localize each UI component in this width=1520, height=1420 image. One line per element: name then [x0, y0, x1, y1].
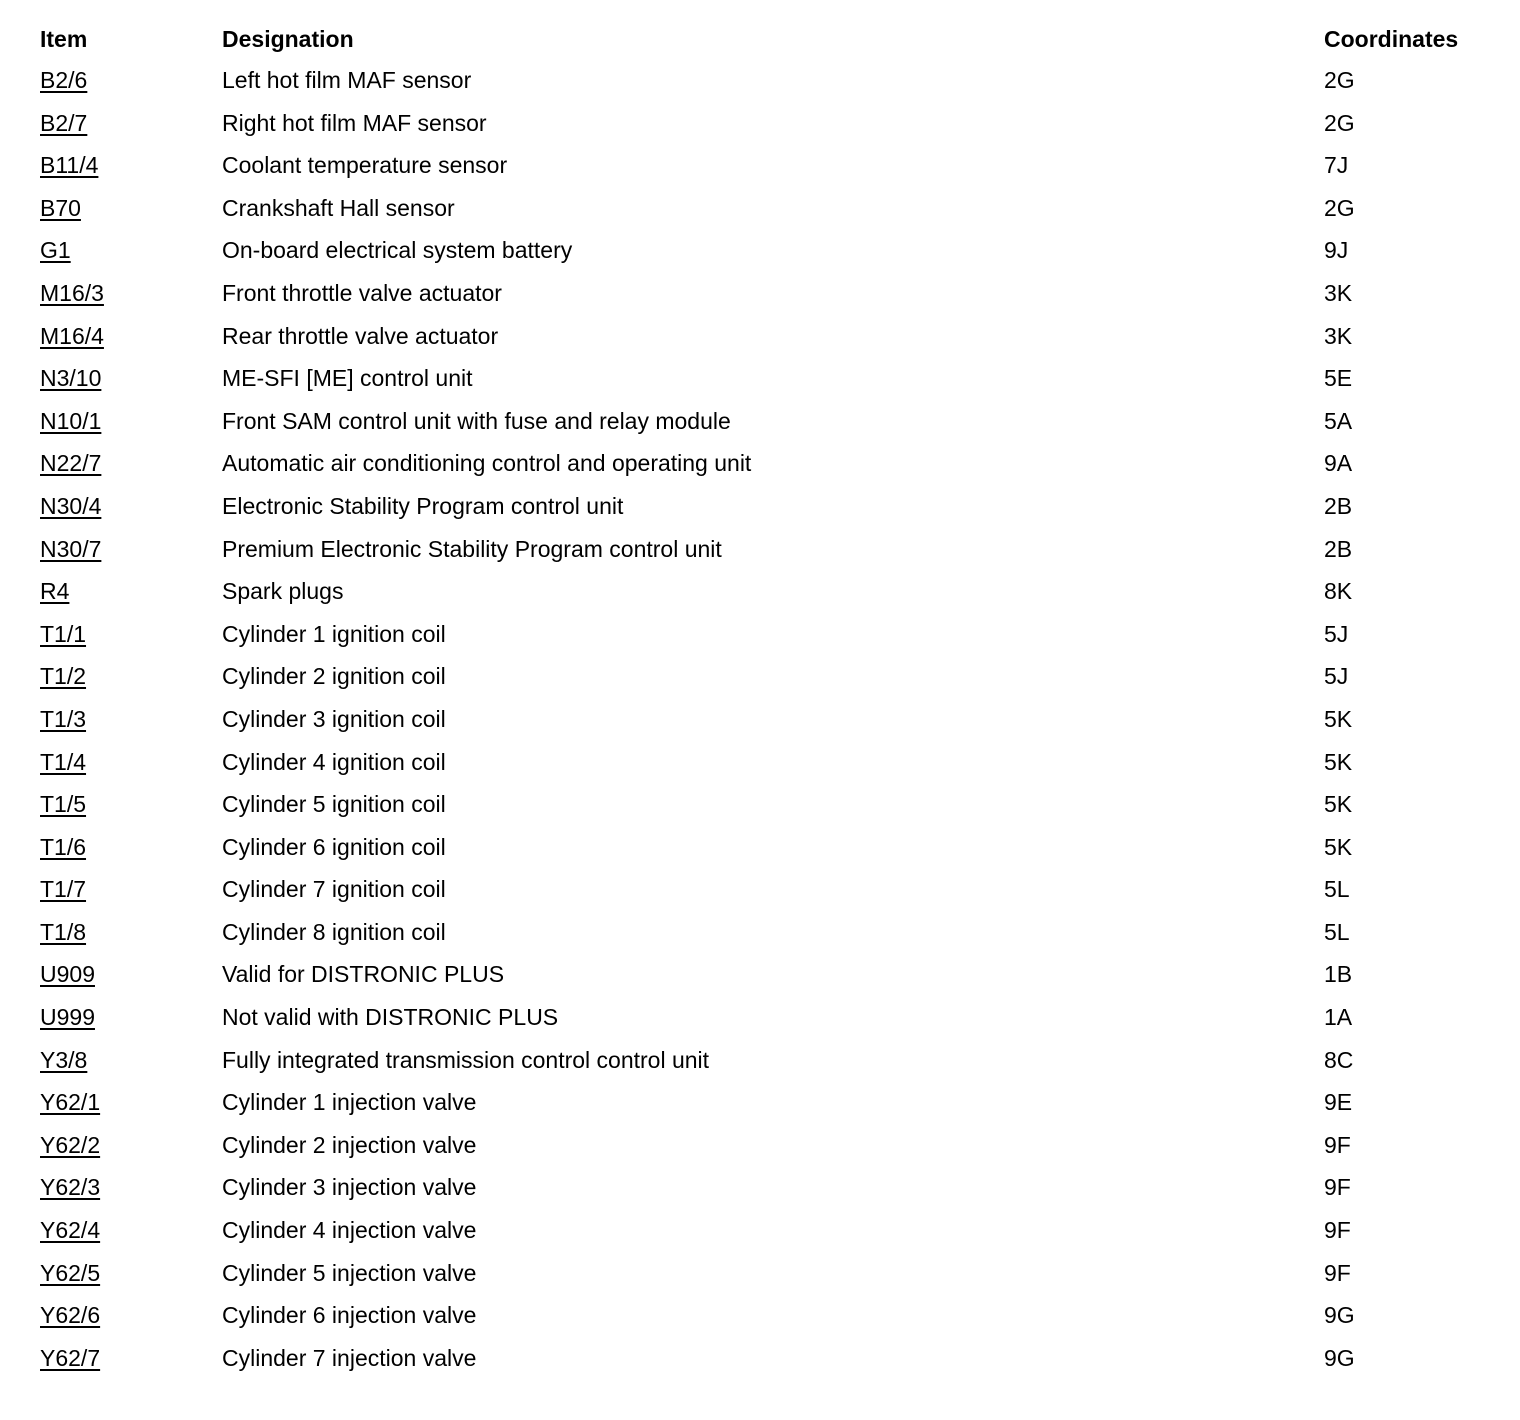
coordinates-cell: 9A [1324, 450, 1353, 477]
designation-cell: Cylinder 4 injection valve [222, 1217, 477, 1244]
designation-cell: Left hot film MAF sensor [222, 67, 472, 93]
table-row [0, 407, 1520, 453]
item-link[interactable]: T1/5 [40, 791, 87, 818]
coordinates-cell: 9G [1324, 1344, 1355, 1371]
coordinates-cell: 2G [1324, 67, 1355, 93]
coordinates-cell: 5J [1324, 620, 1349, 647]
item-link[interactable]: T1/1 [40, 620, 87, 647]
designation-cell: Front throttle valve actuator [222, 279, 502, 306]
designation-cell: Crankshaft Hall sensor [222, 194, 455, 221]
designation-cell: Cylinder 3 ignition coil [222, 705, 446, 732]
coordinates-cell: 5L [1324, 918, 1350, 945]
item-link[interactable]: Y62/6 [40, 1302, 101, 1329]
coordinates-cell: 5K [1324, 791, 1353, 818]
table-row [0, 1259, 1520, 1305]
designation-cell: Electronic Stability Program control unit [222, 492, 624, 519]
table-row [0, 1304, 1520, 1347]
table-row [0, 452, 1520, 495]
item-link[interactable]: B11/4 [40, 152, 99, 179]
item-link[interactable]: T1/2 [40, 663, 87, 690]
table-row [0, 1131, 1520, 1177]
table-row [0, 154, 1520, 197]
table-row [0, 963, 1520, 1006]
coordinates-cell: 5K [1324, 748, 1353, 775]
item-link[interactable]: M16/3 [40, 279, 104, 306]
designation-cell: Spark plugs [222, 578, 344, 605]
designation-cell: Cylinder 7 ignition coil [222, 876, 446, 903]
designation-cell: Valid for DISTRONIC PLUS [222, 961, 505, 988]
item-link[interactable]: Y62/4 [40, 1217, 101, 1244]
coordinates-cell: 9E [1324, 1089, 1353, 1116]
table-row [0, 69, 1520, 112]
coordinates-cell: 8C [1324, 1046, 1354, 1073]
item-link[interactable]: Y62/7 [40, 1344, 101, 1371]
table-row [0, 1091, 1520, 1134]
item-link[interactable]: Y62/2 [40, 1131, 101, 1158]
table-row [0, 665, 1520, 708]
designation-cell: Cylinder 6 ignition coil [222, 833, 446, 860]
item-link[interactable]: Y62/5 [40, 1259, 101, 1286]
table-row [0, 1219, 1520, 1262]
designation-cell: Premium Electronic Stability Program control unit [222, 535, 722, 562]
designation-cell: Cylinder 5 injection valve [222, 1259, 477, 1286]
coordinates-cell: 5J [1324, 663, 1349, 690]
item-link[interactable]: T1/8 [40, 918, 87, 945]
table-row [0, 1046, 1520, 1092]
item-link[interactable]: Y62/1 [40, 1089, 101, 1116]
designation-cell: ME-SFI [ME] control unit [222, 365, 473, 392]
table-row [0, 322, 1520, 368]
coordinates-cell: 5K [1324, 833, 1353, 860]
coordinates-cell: 3K [1324, 279, 1353, 306]
coordinates-cell: 5L [1324, 876, 1350, 903]
table-row [0, 239, 1520, 282]
coordinates-cell: 2G [1324, 194, 1355, 221]
table-row [0, 1344, 1520, 1390]
coordinates-cell: 9F [1324, 1217, 1351, 1244]
item-link[interactable]: T1/4 [40, 748, 87, 775]
coordinates-cell: 5E [1324, 365, 1353, 392]
item-link[interactable]: N3/10 [40, 365, 102, 392]
designation-cell: Cylinder 4 ignition coil [222, 748, 446, 775]
coordinates-cell: 7J [1324, 152, 1349, 179]
header-coordinates: Coordinates [1324, 26, 1459, 52]
table-row [0, 492, 1520, 538]
item-link[interactable]: M16/4 [40, 322, 104, 349]
designation-cell: Cylinder 3 injection valve [222, 1174, 477, 1201]
item-link[interactable]: B2/6 [40, 67, 88, 93]
item-link[interactable]: U909 [40, 961, 95, 988]
designation-cell: Cylinder 1 ignition coil [222, 620, 446, 647]
header-designation: Designation [222, 26, 354, 52]
designation-cell: Cylinder 2 injection valve [222, 1131, 477, 1158]
table-body [0, 69, 1520, 1389]
item-link[interactable]: T1/7 [40, 876, 87, 903]
table-row [0, 367, 1520, 410]
coordinates-cell: 1B [1324, 961, 1353, 988]
designation-cell: Cylinder 1 injection valve [222, 1089, 477, 1116]
table-row [0, 793, 1520, 836]
item-link[interactable]: Y3/8 [40, 1046, 88, 1073]
item-link[interactable]: N22/7 [40, 450, 102, 477]
item-link[interactable]: N10/1 [40, 407, 102, 434]
item-link[interactable]: T1/3 [40, 705, 87, 732]
designation-cell: Not valid with DISTRONIC PLUS [222, 1004, 559, 1031]
item-link[interactable]: Y62/3 [40, 1174, 101, 1201]
coordinates-cell: 8K [1324, 578, 1353, 605]
coordinates-cell: 9F [1324, 1259, 1351, 1286]
table-row [0, 109, 1520, 155]
coordinates-cell: 5K [1324, 705, 1353, 732]
designation-cell: Rear throttle valve actuator [222, 322, 499, 349]
coordinates-cell: 9J [1324, 237, 1349, 264]
item-link[interactable]: R4 [40, 578, 70, 605]
designation-cell: Coolant temperature sensor [222, 152, 508, 179]
designation-cell: Cylinder 8 ignition coil [222, 918, 446, 945]
table-row [0, 1176, 1520, 1219]
item-link[interactable]: G1 [40, 237, 71, 264]
coordinates-cell: 9F [1324, 1174, 1351, 1201]
coordinates-cell: 9G [1324, 1302, 1355, 1329]
designation-cell: Automatic air conditioning control and operating unit [222, 450, 752, 477]
table-row [0, 620, 1520, 666]
item-link[interactable]: N30/7 [40, 535, 102, 562]
table-row [0, 580, 1520, 623]
coordinates-cell: 2G [1324, 109, 1355, 136]
designation-cell: Cylinder 5 ignition coil [222, 791, 446, 818]
table-row [0, 279, 1520, 325]
table-row [0, 535, 1520, 581]
coordinates-cell: 1A [1324, 1004, 1353, 1031]
item-link[interactable]: B2/7 [40, 109, 88, 136]
coordinates-cell: 9F [1324, 1131, 1351, 1158]
table-row [0, 918, 1520, 964]
table-header-row [0, 0, 1520, 52]
item-link[interactable]: N30/4 [40, 492, 102, 519]
designation-cell: On-board electrical system battery [222, 237, 573, 264]
item-link[interactable]: T1/6 [40, 833, 87, 860]
designation-cell: Right hot film MAF sensor [222, 109, 487, 136]
designation-cell: Front SAM control unit with fuse and relay module [222, 407, 731, 434]
table-row [0, 833, 1520, 879]
table-row [0, 878, 1520, 921]
coordinates-cell: 3K [1324, 322, 1353, 349]
table-row [0, 194, 1520, 240]
coordinates-cell: 2B [1324, 535, 1353, 562]
table-row [0, 1006, 1520, 1049]
table-row [0, 748, 1520, 794]
header-item: Item [40, 26, 88, 52]
table-row [0, 705, 1520, 751]
designation-cell: Cylinder 6 injection valve [222, 1302, 477, 1329]
designation-cell: Cylinder 7 injection valve [222, 1344, 477, 1371]
coordinates-cell: 2B [1324, 492, 1353, 519]
item-link[interactable]: B70 [40, 194, 81, 221]
item-link[interactable]: U999 [40, 1004, 95, 1031]
coordinates-cell: 5A [1324, 407, 1353, 434]
designation-cell: Cylinder 2 ignition coil [222, 663, 446, 690]
designation-cell: Fully integrated transmission control control unit [222, 1046, 710, 1073]
